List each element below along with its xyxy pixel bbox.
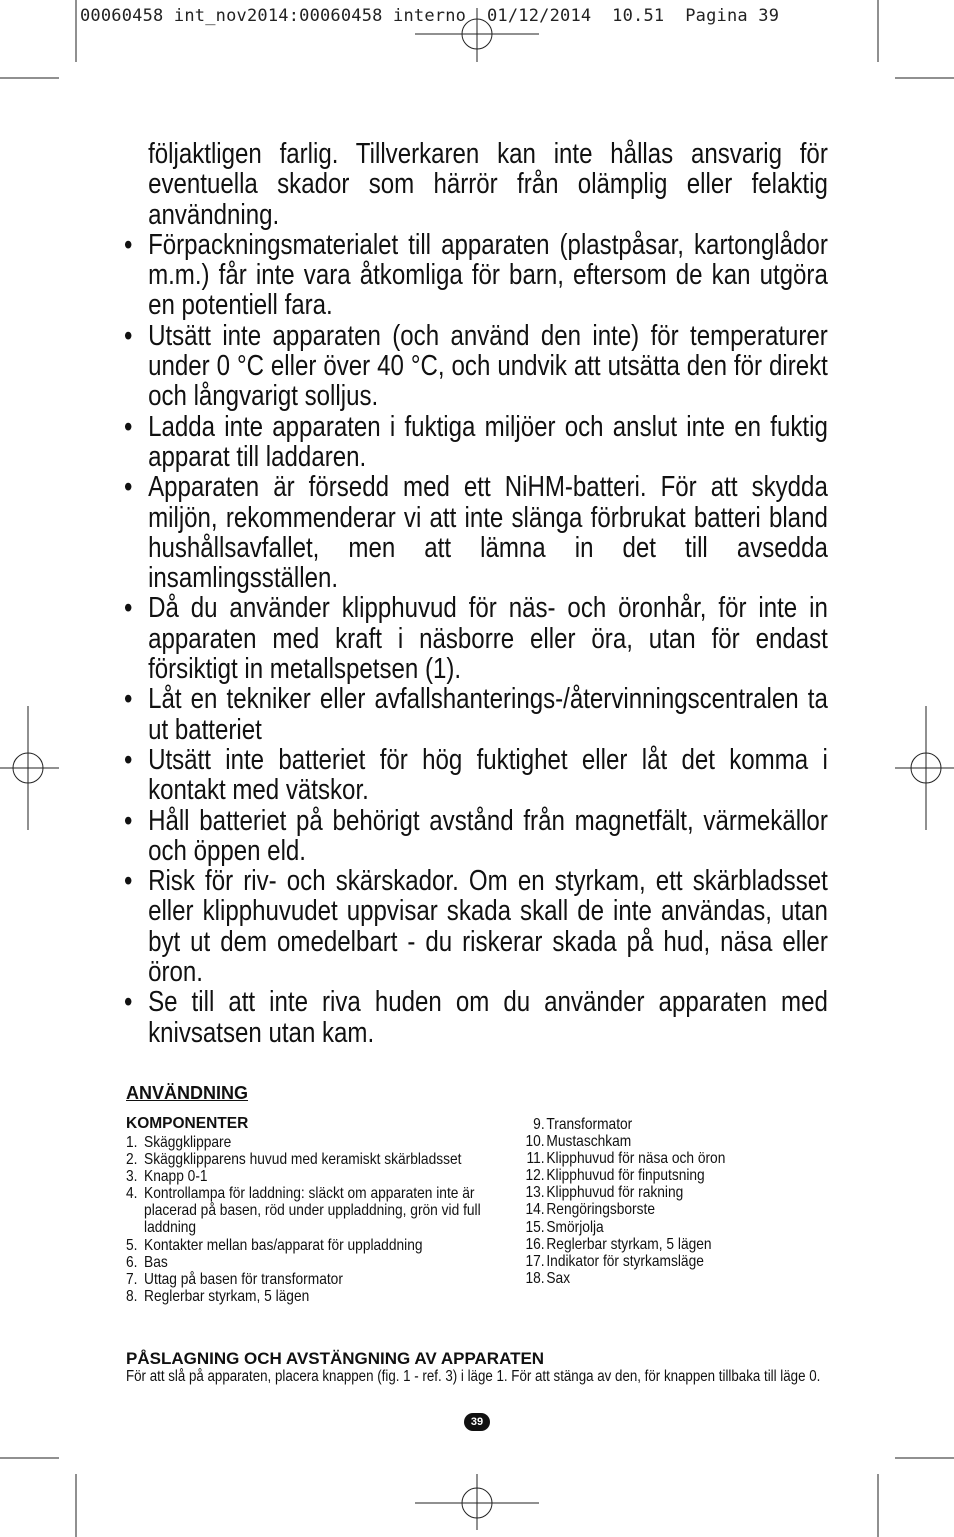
safety-bullet [124,230,828,321]
component-item [524,1270,816,1287]
safety-bullet [124,806,828,867]
component-label: Klipphuvud för rakning [546,1184,684,1202]
safety-bullet [124,472,828,593]
component-label: Klipphuvud för näsa och öron [546,1150,726,1168]
component-item [126,1134,496,1151]
components-heading: KOMPONENTER [126,1115,249,1132]
component-item [126,1271,496,1288]
bullet-marker: • [124,743,133,776]
component-item [524,1167,816,1184]
component-item [126,1254,496,1271]
safety-instructions [124,139,828,1048]
component-number: 13. [525,1184,545,1202]
bullet-text: Då du använder klipphuvud för näs- och öronhår, för inte in apparaten med kraft i näsborre eller öra, utan för endast försiktigt in metallspetsen (1). [148,592,828,686]
bullet-text: Förpackningsmaterialet till apparaten (plastpåsar, kartonglådor m.m.) får inte vara åtkomliga för barn, eftersom de kan utgöra en potentiell fara. [148,228,828,322]
component-number: 8. [126,1287,138,1305]
component-label: Transformator [546,1116,633,1133]
bullet-marker: • [124,471,133,504]
bullet-text: Se till att inte riva huden om du använder apparaten med knivsatsen utan kam. [148,986,828,1049]
registration-mark-bottom [415,1474,539,1530]
safety-bullet [124,412,828,473]
bullet-text: Ladda inte apparaten i fuktiga miljöer och anslut inte en fuktig apparat till laddaren. [148,410,828,473]
component-item [126,1168,496,1185]
component-label: Reglerbar styrkam, 5 lägen [546,1235,712,1253]
component-number: 9. [533,1116,545,1133]
component-item [524,1219,816,1236]
component-label: Kontakter mellan bas/apparat för uppladdning [144,1236,423,1254]
bullet-marker: • [124,683,133,716]
power-instructions: För att slå på apparaten, placera knappen (fig. 1 - ref. 3) i läge 1. För att stänga av den, för knappen tillbaka till läge 0. [126,1368,821,1385]
bullet-marker: • [124,986,133,1019]
registration-mark-right [895,706,954,830]
component-label: Indikator för styrkamsläge [546,1252,704,1270]
component-label: Knapp 0-1 [144,1168,208,1186]
component-item [524,1116,816,1133]
component-number: 17. [525,1252,545,1270]
component-item [524,1236,816,1253]
safety-bullet [124,866,828,987]
safety-bullet [124,684,828,745]
bullet-text: Håll batteriet på behörigt avstånd från magnetfält, värmekällor och öppen eld. [148,804,828,867]
component-item [524,1201,816,1218]
component-number: 3. [126,1168,138,1186]
bullet-marker: • [124,865,133,898]
safety-bullet [124,593,828,684]
component-label: Mustaschkam [546,1133,632,1151]
component-label: Skäggklippare [144,1134,232,1151]
component-number: 15. [525,1218,545,1236]
component-label: Sax [546,1269,571,1287]
component-item [126,1185,496,1236]
component-number: 12. [525,1167,545,1185]
component-item [524,1184,816,1201]
component-item [524,1150,816,1167]
component-number: 2. [126,1151,138,1169]
component-item [524,1133,816,1150]
component-label: Bas [144,1253,168,1271]
component-item [126,1151,496,1168]
component-number: 11. [526,1150,545,1168]
safety-bullet [124,745,828,806]
component-label: Klipphuvud för finputsning [546,1167,705,1185]
components-list-right [524,1116,816,1287]
bullet-text: Utsätt inte batteriet för hög fuktighet eller låt det komma i kontakt med vätskor. [148,743,828,807]
component-label: Kontrollampa för laddning: släckt om apparaten inte är placerad på basen, röd under uppladdning, grön vid full laddning [144,1185,481,1237]
bullet-marker: • [124,410,133,443]
safety-bullet [124,987,828,1048]
component-number: 18. [525,1269,545,1287]
component-label: Reglerbar styrkam, 5 lägen [144,1287,310,1305]
component-number: 4. [126,1185,138,1203]
component-label: Smörjolja [546,1218,604,1236]
bullet-marker: • [124,319,133,352]
bullet-text: Apparaten är försedd med ett NiHM-batteri. För att skydda miljön, rekommenderar vi att inte slänga förbrukat batteri bland hushållsavfallet, men att lämna in det till avsedda insamlingsställen. [148,471,828,595]
component-number: 6. [126,1253,138,1271]
component-number: 5. [126,1236,138,1254]
usage-heading: ANVÄNDNING [126,1083,249,1103]
component-number: 1. [126,1134,138,1151]
bullet-marker: • [124,804,133,837]
bullet-text: Risk för riv- och skärskador. Om en styrkam, ett skärbladsset eller klipphuvudet uppvisar skada skall de inte användas, utan byt ut dem omedelbart - du riskerar skada på hud, näsa eller öron. [148,865,828,989]
bullet-marker: • [124,228,133,261]
bullet-marker: • [124,592,133,625]
registration-mark-left [0,706,59,830]
components-list-left [126,1134,496,1305]
component-number: 16. [525,1235,545,1253]
print-slug-line: 00060458 int_nov2014:00060458 interno 01/12/2014 10.51 Pagina 39 [80,6,780,26]
component-label: Skäggklipparens huvud med keramiskt skärbladsset [144,1151,462,1169]
power-heading: PÅSLAGNING OCH AVSTÄNGNING AV APPARATEN [126,1349,545,1368]
page-number-badge: 39 [464,1413,490,1431]
component-number: 14. [525,1201,545,1219]
bullet-text: Utsätt inte apparaten (och använd den inte) för temperaturer under 0 °C eller över 40 °C, och undvik att utsätta den för direkt och långvarigt solljus. [148,319,828,413]
component-number: 7. [126,1270,138,1288]
component-item [126,1237,496,1254]
safety-bullet [124,321,828,412]
component-item [126,1288,496,1305]
intro-continuation: följaktligen farlig. Tillverkaren kan inte hållas ansvarig för eventuella skador som härrör från olämplig eller felaktig användning. [148,138,828,231]
component-label: Uttag på basen för transformator [144,1270,343,1288]
component-label: Rengöringsborste [546,1201,655,1219]
component-number: 10. [525,1133,545,1151]
component-item [524,1253,816,1270]
bullet-text: Låt en tekniker eller avfallshanterings-/återvinningscentralen ta ut batteriet [148,683,828,746]
